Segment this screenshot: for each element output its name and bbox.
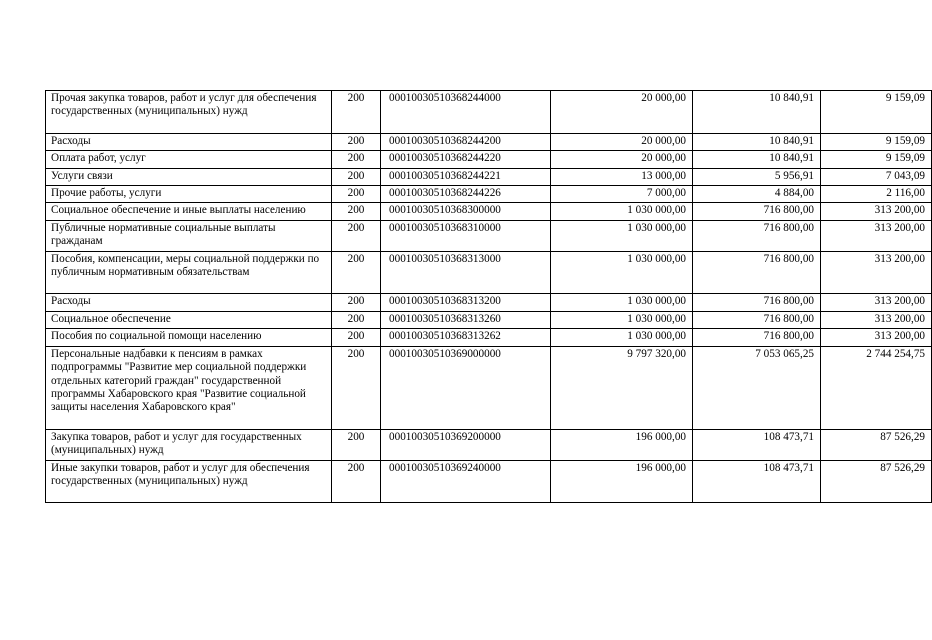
row-name-cell: Прочая закупка товаров, работ и услуг для обеспечения государственных (муниципальных) нужд xyxy=(46,91,332,134)
row-name-cell: Закупка товаров, работ и услуг для государственных (муниципальных) нужд xyxy=(46,429,332,460)
row-unexecuted-cell: 313 200,00 xyxy=(821,329,932,346)
row-approved-cell: 20 000,00 xyxy=(551,91,693,134)
row-kbk-cell: 00010030510368313262 xyxy=(381,329,551,346)
row-kbk-cell: 00010030510368300000 xyxy=(381,203,551,220)
row-executed-cell: 108 473,71 xyxy=(693,460,821,503)
table-row xyxy=(46,251,932,294)
row-kbk-cell: 00010030510369000000 xyxy=(381,346,551,429)
row-approved-cell: 1 030 000,00 xyxy=(551,329,693,346)
row-executed-cell: 716 800,00 xyxy=(693,220,821,251)
row-unexecuted-cell: 313 200,00 xyxy=(821,203,932,220)
row-executed-cell: 10 840,91 xyxy=(693,91,821,134)
row-unexecuted-cell: 313 200,00 xyxy=(821,220,932,251)
row-unexecuted-cell: 9 159,09 xyxy=(821,91,932,134)
row-unexecuted-cell: 2 744 254,75 xyxy=(821,346,932,429)
row-kbk-cell: 00010030510369240000 xyxy=(381,460,551,503)
row-kbk-cell: 00010030510368244000 xyxy=(381,91,551,134)
row-code-cell: 200 xyxy=(332,460,381,503)
row-approved-cell: 1 030 000,00 xyxy=(551,220,693,251)
row-code-cell: 200 xyxy=(332,133,381,150)
row-name-cell: Услуги связи xyxy=(46,168,332,185)
row-kbk-cell: 00010030510368244221 xyxy=(381,168,551,185)
row-name-cell: Иные закупки товаров, работ и услуг для обеспечения государственных (муниципальных) нужд xyxy=(46,460,332,503)
table-row xyxy=(46,151,932,168)
row-unexecuted-cell: 87 526,29 xyxy=(821,429,932,460)
row-executed-cell: 716 800,00 xyxy=(693,294,821,311)
table-row xyxy=(46,294,932,311)
table-body xyxy=(46,91,932,503)
row-executed-cell: 716 800,00 xyxy=(693,251,821,294)
row-code-cell: 200 xyxy=(332,151,381,168)
table-row xyxy=(46,186,932,203)
row-code-cell: 200 xyxy=(332,294,381,311)
row-name-cell: Оплата работ, услуг xyxy=(46,151,332,168)
row-code-cell: 200 xyxy=(332,251,381,294)
row-code-cell: 200 xyxy=(332,203,381,220)
row-approved-cell: 7 000,00 xyxy=(551,186,693,203)
row-code-cell: 200 xyxy=(332,186,381,203)
row-executed-cell: 10 840,91 xyxy=(693,151,821,168)
row-approved-cell: 9 797 320,00 xyxy=(551,346,693,429)
row-name-cell: Пособия по социальной помощи населению xyxy=(46,329,332,346)
row-name-cell: Прочие работы, услуги xyxy=(46,186,332,203)
row-kbk-cell: 00010030510368310000 xyxy=(381,220,551,251)
row-unexecuted-cell: 7 043,09 xyxy=(821,168,932,185)
row-executed-cell: 4 884,00 xyxy=(693,186,821,203)
row-code-cell: 200 xyxy=(332,429,381,460)
row-unexecuted-cell: 313 200,00 xyxy=(821,311,932,328)
row-kbk-cell: 00010030510368244226 xyxy=(381,186,551,203)
row-unexecuted-cell: 9 159,09 xyxy=(821,151,932,168)
row-code-cell: 200 xyxy=(332,91,381,134)
row-code-cell: 200 xyxy=(332,311,381,328)
table-row xyxy=(46,346,932,429)
row-kbk-cell: 00010030510368313260 xyxy=(381,311,551,328)
row-code-cell: 200 xyxy=(332,346,381,429)
row-code-cell: 200 xyxy=(332,329,381,346)
row-kbk-cell: 00010030510368313200 xyxy=(381,294,551,311)
row-name-cell: Персональные надбавки к пенсиям в рамках подпрограммы "Развитие мер социальной поддержки отдельных категорий граждан" государственной программы Хабаровского края "Развитие социальной защиты населения Хабаровского края" xyxy=(46,346,332,429)
row-code-cell: 200 xyxy=(332,168,381,185)
row-name-cell: Расходы xyxy=(46,133,332,150)
table-row xyxy=(46,203,932,220)
row-approved-cell: 1 030 000,00 xyxy=(551,311,693,328)
row-kbk-cell: 00010030510368244200 xyxy=(381,133,551,150)
row-approved-cell: 196 000,00 xyxy=(551,429,693,460)
row-approved-cell: 1 030 000,00 xyxy=(551,203,693,220)
row-executed-cell: 716 800,00 xyxy=(693,329,821,346)
table-row xyxy=(46,311,932,328)
budget-execution-table xyxy=(45,90,932,503)
row-unexecuted-cell: 2 116,00 xyxy=(821,186,932,203)
row-approved-cell: 1 030 000,00 xyxy=(551,251,693,294)
row-executed-cell: 7 053 065,25 xyxy=(693,346,821,429)
row-kbk-cell: 00010030510369200000 xyxy=(381,429,551,460)
table-row xyxy=(46,429,932,460)
row-executed-cell: 10 840,91 xyxy=(693,133,821,150)
row-approved-cell: 20 000,00 xyxy=(551,151,693,168)
table-row xyxy=(46,460,932,503)
table-row xyxy=(46,91,932,134)
table-row xyxy=(46,133,932,150)
row-executed-cell: 716 800,00 xyxy=(693,203,821,220)
row-approved-cell: 196 000,00 xyxy=(551,460,693,503)
row-approved-cell: 13 000,00 xyxy=(551,168,693,185)
row-executed-cell: 716 800,00 xyxy=(693,311,821,328)
row-name-cell: Публичные нормативные социальные выплаты гражданам xyxy=(46,220,332,251)
row-kbk-cell: 00010030510368313000 xyxy=(381,251,551,294)
row-kbk-cell: 00010030510368244220 xyxy=(381,151,551,168)
row-code-cell: 200 xyxy=(332,220,381,251)
row-unexecuted-cell: 313 200,00 xyxy=(821,251,932,294)
row-name-cell: Социальное обеспечение и иные выплаты населению xyxy=(46,203,332,220)
row-approved-cell: 20 000,00 xyxy=(551,133,693,150)
row-unexecuted-cell: 313 200,00 xyxy=(821,294,932,311)
row-executed-cell: 108 473,71 xyxy=(693,429,821,460)
row-name-cell: Расходы xyxy=(46,294,332,311)
table-row xyxy=(46,329,932,346)
table-row xyxy=(46,168,932,185)
row-unexecuted-cell: 9 159,09 xyxy=(821,133,932,150)
table-row xyxy=(46,220,932,251)
row-name-cell: Социальное обеспечение xyxy=(46,311,332,328)
row-approved-cell: 1 030 000,00 xyxy=(551,294,693,311)
row-executed-cell: 5 956,91 xyxy=(693,168,821,185)
row-unexecuted-cell: 87 526,29 xyxy=(821,460,932,503)
row-name-cell: Пособия, компенсации, меры социальной поддержки по публичным нормативным обязательствам xyxy=(46,251,332,294)
